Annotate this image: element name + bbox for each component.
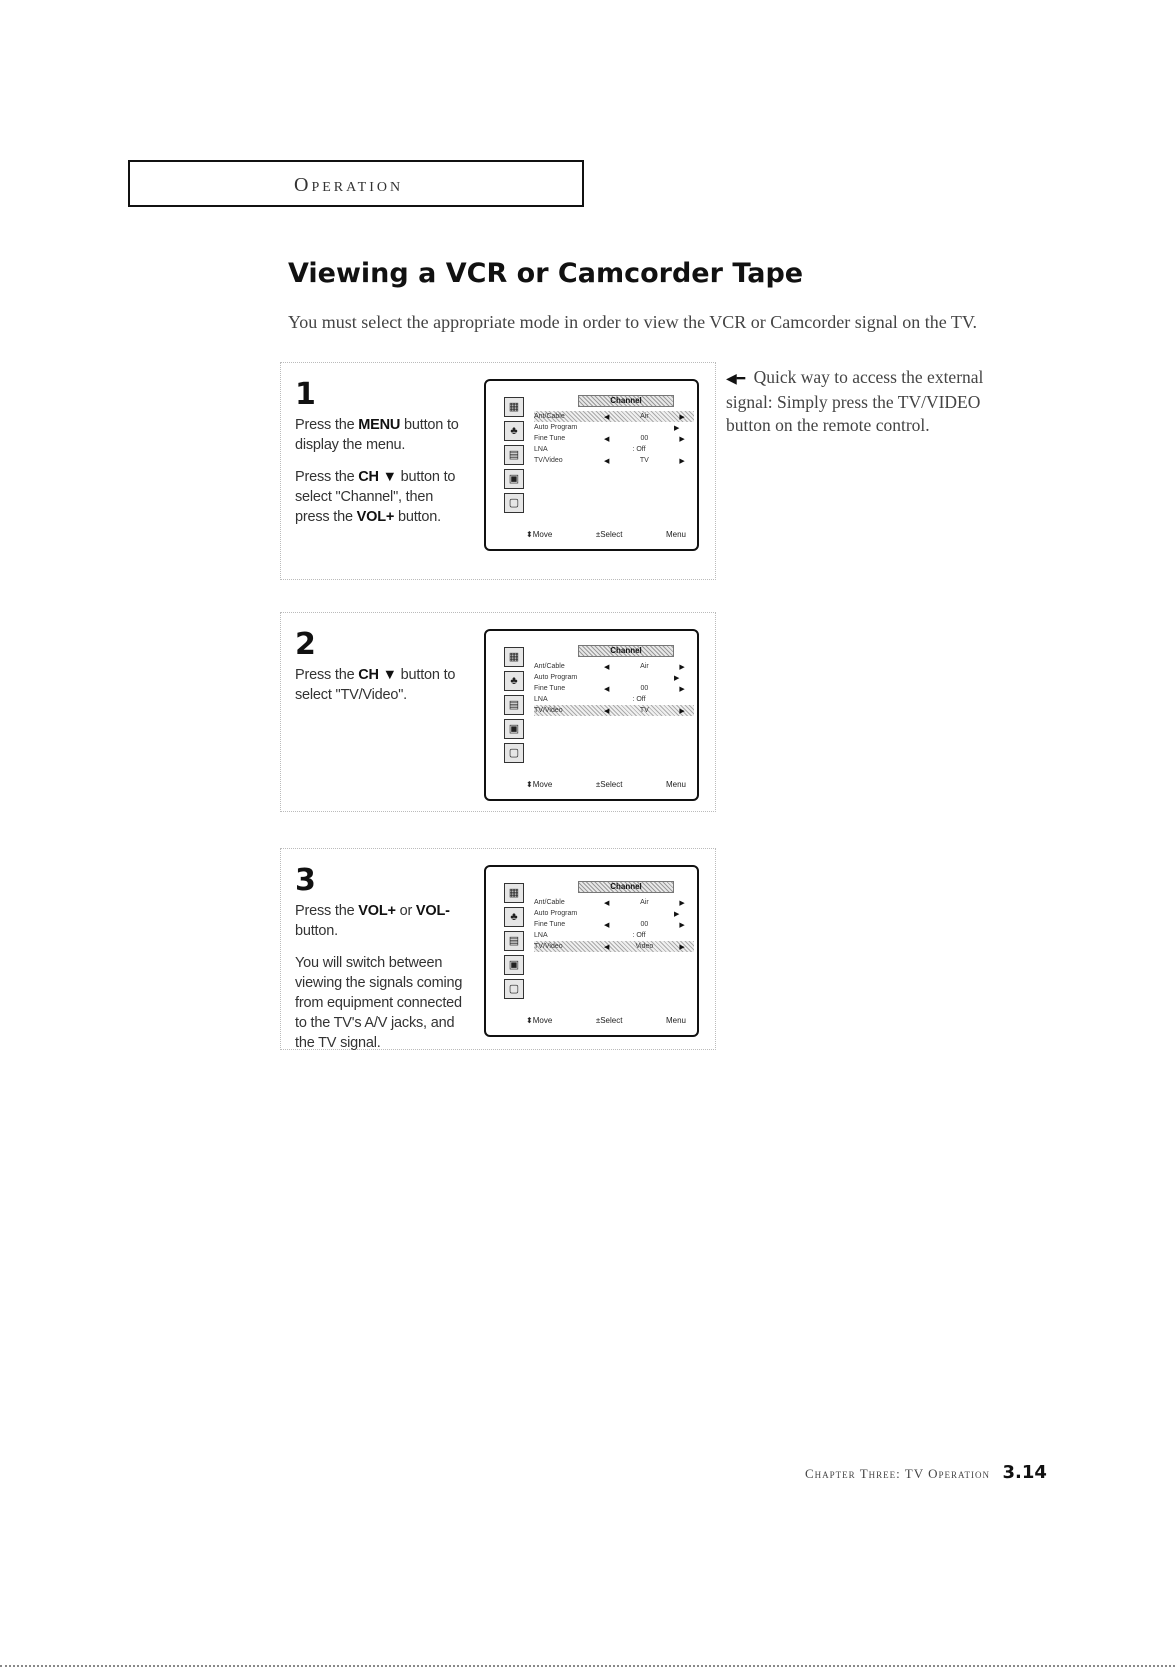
menu-row-value: Air [640, 663, 649, 670]
menu-row-value: Video [635, 943, 654, 950]
bottom-rule [0, 1665, 1175, 1667]
left-arrow-icon: ◀ [604, 435, 610, 443]
right-arrow-icon: ▶ [679, 899, 685, 907]
instruction-text: You will switch between viewing the signals coming from equipment connected to the TV's A/V jacks, and the TV signal. [295, 955, 463, 1051]
left-arrow-icon: ◀ [604, 457, 610, 465]
button-name: VOL- [415, 903, 450, 919]
menu-row-label: Fine Tune [534, 435, 566, 442]
menu-row [534, 444, 694, 455]
left-arrow-icon: ◀ [604, 899, 610, 907]
menu-row-label: Ant/Cable [534, 899, 565, 906]
menu-hint: Menu [665, 1016, 686, 1025]
page-footer [805, 1462, 1047, 1483]
right-arrow-icon: ▶ [679, 685, 685, 693]
menu-title: Channel [578, 645, 674, 657]
menu-row [534, 433, 694, 444]
menu-row [534, 930, 694, 941]
menu-row [534, 908, 694, 919]
right-arrow-icon: ▶ [679, 413, 685, 421]
setup-icon: ▣ [504, 469, 524, 489]
input-icon: ▢ [504, 743, 524, 763]
menu-row-value: 00 [640, 435, 649, 442]
button-name: CH ▼ [358, 469, 397, 485]
menu-row-value: : Off [632, 696, 646, 703]
step-2 [280, 612, 716, 812]
step-number: 1 [295, 377, 316, 412]
menu-row-label: Fine Tune [534, 921, 566, 928]
tv-menu-screen [484, 379, 699, 551]
instruction-text: Press the [295, 667, 359, 683]
left-arrow-icon: ◀ [604, 707, 610, 715]
menu-row-label: TV/Video [534, 707, 563, 714]
sound-icon: ♣ [504, 671, 524, 691]
instruction-text: button. [394, 509, 441, 525]
instruction-paragraph [295, 467, 470, 527]
move-hint: ⬍Move [526, 530, 553, 539]
select-hint: ±Select [595, 780, 623, 789]
right-arrow-icon: ▶ [679, 457, 685, 465]
instruction-text: button to display the menu. [295, 417, 459, 453]
channel-icon: ▤ [504, 695, 524, 715]
menu-row-label: LNA [534, 446, 548, 453]
sound-icon: ♣ [504, 421, 524, 441]
right-arrow-icon: ▶ [674, 674, 680, 682]
sound-icon: ♣ [504, 907, 524, 927]
menu-hint: Menu [665, 530, 686, 539]
instruction-text: button to select "TV/Video". [295, 667, 456, 703]
picture-icon: ▦ [504, 647, 524, 667]
tv-menu-screen [484, 629, 699, 801]
picture-icon: ▦ [504, 397, 524, 417]
input-icon: ▢ [504, 979, 524, 999]
button-name: MENU [358, 417, 401, 433]
menu-row-value: : Off [632, 446, 646, 453]
screen-footer [526, 780, 686, 789]
button-name: VOL+ [358, 903, 396, 919]
page-title: Viewing a VCR or Camcorder Tape [288, 258, 804, 289]
menu-title: Channel [578, 881, 674, 893]
footer-chapter: Chapter Three: TV Operation [805, 1466, 990, 1481]
menu-hint: Menu [665, 780, 686, 789]
menu-row-value: : Off [632, 932, 646, 939]
menu-row-value: TV [639, 707, 649, 714]
menu-row-label: Fine Tune [534, 685, 566, 692]
menu-row [534, 941, 694, 952]
channel-icon: ▤ [504, 931, 524, 951]
menu-row [534, 919, 694, 930]
instruction-paragraph [295, 665, 470, 705]
select-hint: ±Select [595, 530, 623, 539]
instruction-text: or [395, 903, 416, 919]
left-arrow-icon: ◀ [604, 685, 610, 693]
menu-row-value: 00 [640, 685, 649, 692]
page-number: 3.14 [1002, 1462, 1047, 1483]
step-1 [280, 362, 716, 580]
instruction-text: button. [295, 923, 338, 939]
menu-row [534, 455, 694, 466]
menu-sidebar [504, 883, 526, 999]
menu-row-label: Auto Program [534, 910, 578, 917]
tv-menu-screen [484, 865, 699, 1037]
intro-paragraph: You must select the appropriate mode in order to view the VCR or Camcorder signal on the TV. [288, 312, 978, 332]
menu-sidebar [504, 397, 526, 513]
step-instructions [295, 415, 470, 539]
menu-sidebar [504, 647, 526, 763]
left-arrow-icon: ◀ [604, 663, 610, 671]
instruction-text: Press the [295, 469, 359, 485]
screen-footer [526, 530, 686, 539]
menu-row [534, 672, 694, 683]
menu-row [534, 897, 694, 908]
move-hint: ⬍Move [526, 780, 553, 789]
right-arrow-icon: ▶ [674, 424, 680, 432]
setup-icon: ▣ [504, 719, 524, 739]
menu-rows [534, 897, 694, 952]
left-arrow-icon: ◀ [604, 943, 610, 951]
menu-row-label: TV/Video [534, 943, 563, 950]
menu-row [534, 661, 694, 672]
instruction-paragraph [295, 901, 470, 941]
step-3 [280, 848, 716, 1050]
pointer-arrow-icon: ◀━ [726, 372, 746, 387]
select-hint: ±Select [595, 1016, 623, 1025]
sidebar-tip [726, 366, 1026, 437]
menu-row-label: Auto Program [534, 674, 578, 681]
instruction-text: button to select "Channel", then press the [295, 469, 456, 525]
step-number: 2 [295, 627, 316, 662]
channel-icon: ▤ [504, 445, 524, 465]
right-arrow-icon: ▶ [679, 707, 685, 715]
menu-row-label: LNA [534, 696, 548, 703]
step-number: 3 [295, 863, 316, 898]
instruction-text: Press the [295, 417, 359, 433]
button-name: VOL+ [356, 509, 395, 525]
menu-row-label: Ant/Cable [534, 663, 565, 670]
section-label: Operation [294, 174, 404, 196]
button-name: CH ▼ [358, 667, 397, 683]
menu-row-label: Auto Program [534, 424, 578, 431]
right-arrow-icon: ▶ [679, 663, 685, 671]
left-arrow-icon: ◀ [604, 921, 610, 929]
menu-row-label: Ant/Cable [534, 413, 565, 420]
menu-row [534, 705, 694, 716]
menu-rows [534, 661, 694, 716]
setup-icon: ▣ [504, 955, 524, 975]
step-instructions [295, 901, 470, 1065]
picture-icon: ▦ [504, 883, 524, 903]
menu-row-label: LNA [534, 932, 548, 939]
menu-row [534, 411, 694, 422]
menu-title: Channel [578, 395, 674, 407]
input-icon: ▢ [504, 493, 524, 513]
menu-row [534, 694, 694, 705]
menu-row-value: Air [640, 413, 649, 420]
menu-row [534, 683, 694, 694]
right-arrow-icon: ▶ [679, 921, 685, 929]
menu-rows [534, 411, 694, 466]
tip-text: Quick way to access the external signal: Simply press the TV/VIDEO button on the remote control. [726, 367, 984, 435]
right-arrow-icon: ▶ [679, 943, 685, 951]
menu-row-value: 00 [640, 921, 649, 928]
screen-footer [526, 1016, 686, 1025]
menu-row-value: TV [639, 457, 649, 464]
right-arrow-icon: ▶ [679, 435, 685, 443]
menu-row-label: TV/Video [534, 457, 563, 464]
menu-row [534, 422, 694, 433]
instruction-text: Press the [295, 903, 359, 919]
step-instructions [295, 665, 470, 717]
move-hint: ⬍Move [526, 1016, 553, 1025]
left-arrow-icon: ◀ [604, 413, 610, 421]
menu-row-value: Air [640, 899, 649, 906]
instruction-paragraph [295, 415, 470, 455]
right-arrow-icon: ▶ [674, 910, 680, 918]
section-header [128, 160, 584, 207]
instruction-paragraph [295, 953, 470, 1053]
